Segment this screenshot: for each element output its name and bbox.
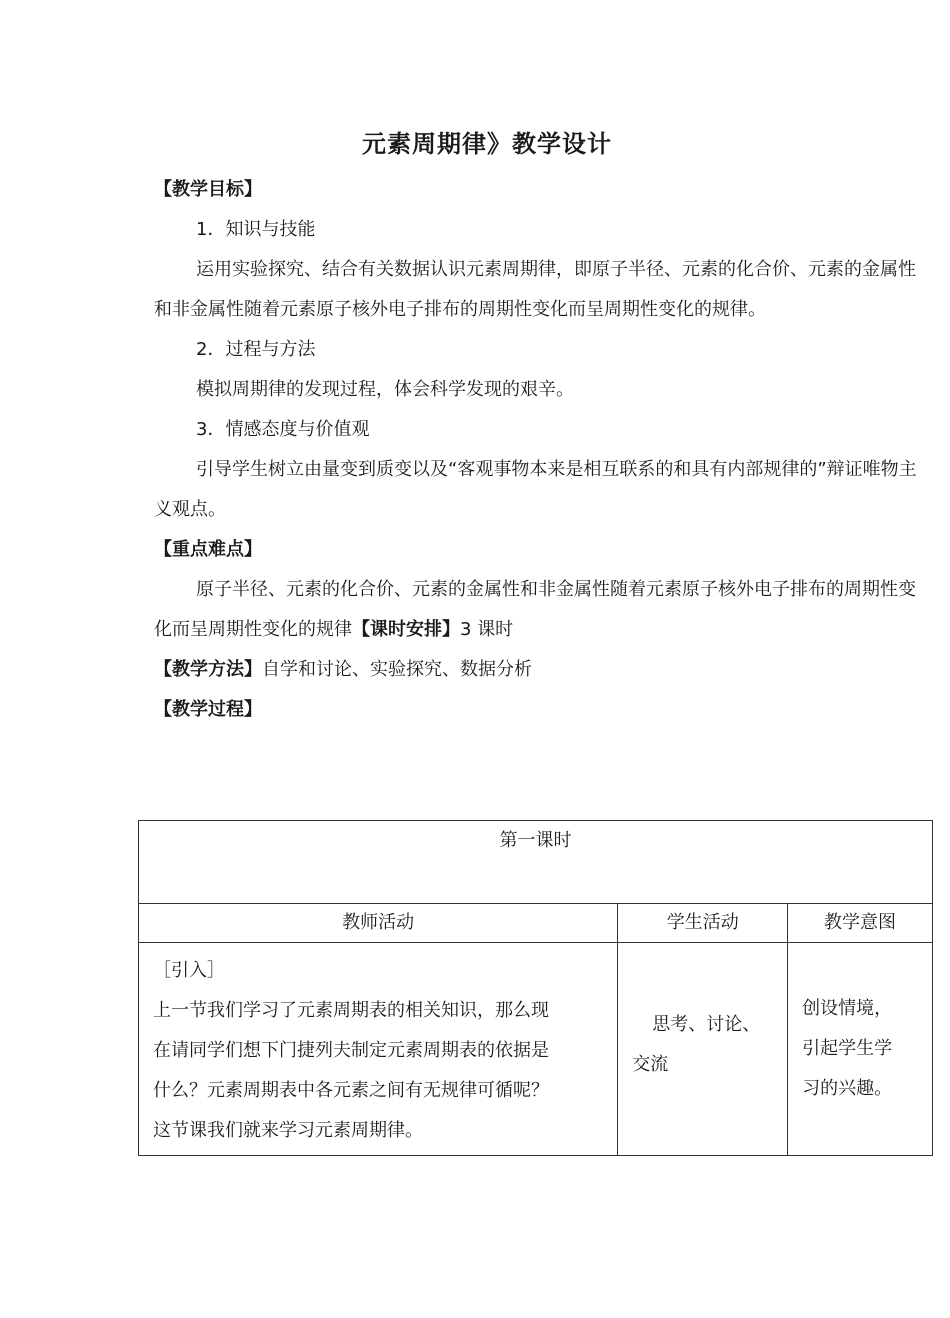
student-line-2: 交流 [632, 1054, 669, 1075]
goal-2-label: 2．过程与方法 [196, 339, 316, 360]
intent-cell [788, 943, 933, 1156]
header-teacher: 教师活动 [139, 904, 618, 943]
intent-line-1: 创设情境， [802, 998, 893, 1019]
methods-line [154, 650, 920, 690]
goal-1-label: 1．知识与技能 [196, 219, 316, 240]
header-student: 学生活动 [618, 904, 788, 943]
teacher-line-2: 在请同学们想下门捷列夫制定元素周期表的依据是 [153, 1040, 549, 1061]
schedule-heading: 【课时安排】 [352, 619, 460, 640]
teacher-line-3: 什么？元素周期表中各元素之间有无规律可循呢？ [153, 1080, 549, 1101]
goal-2-text: 模拟周期律的发现过程，体会科学发现的艰辛。 [196, 379, 574, 400]
teacher-line-1: 上一节我们学习了元素周期表的相关知识，那么现 [153, 1000, 549, 1021]
intent-line-3: 习的兴趣。 [802, 1078, 893, 1099]
goal-3-label: 3．情感态度与价值观 [196, 419, 370, 440]
lesson-title-row [139, 821, 933, 904]
intent-line-2: 引起学生学 [802, 1038, 893, 1059]
lesson-table [138, 820, 933, 1156]
lesson-title: 第一课时 [499, 830, 572, 851]
process-heading: 【教学过程】 [154, 699, 262, 720]
table-row [139, 943, 933, 1156]
key-points-heading: 【重点难点】 [154, 539, 262, 560]
goal-1-text: 运用实验探究、结合有关数据认识元素周期律，即原子半径、元素的化合价、元素的金属性和非金属性随着元素原子核外电子排布的周期性变化而呈周期性变化的规律。 [154, 259, 916, 320]
methods-text: 自学和讨论、实验探究、数据分析 [262, 659, 532, 680]
schedule-text: 3 课时 [460, 619, 514, 640]
table-header-row [139, 904, 933, 943]
key-points-text [154, 570, 920, 650]
teacher-tag: ［引入］ [153, 960, 225, 981]
student-activity-cell [618, 943, 788, 1156]
student-line-1: 思考、讨论、 [652, 1014, 761, 1035]
goals-heading: 【教学目标】 [154, 179, 262, 200]
document-body [154, 170, 920, 730]
key-points-body: 原子半径、元素的化合价、元素的金属性和非金属性随着元素原子核外电子排布的周期性变化而呈周期性变化的规律 [154, 579, 916, 640]
methods-heading: 【教学方法】 [154, 659, 262, 680]
document-title: 元素周期律》教学设计 [362, 130, 612, 158]
goal-3-text: 引导学生树立由量变到质变以及“客观事物本来是相互联系的和具有内部规律的”辩证唯物主义观点。 [154, 459, 917, 520]
header-intent: 教学意图 [788, 904, 933, 943]
teacher-line-4: 这节课我们就来学习元素周期律。 [153, 1120, 423, 1141]
lesson-title-cell [139, 821, 933, 904]
teacher-activity-cell [139, 943, 618, 1156]
